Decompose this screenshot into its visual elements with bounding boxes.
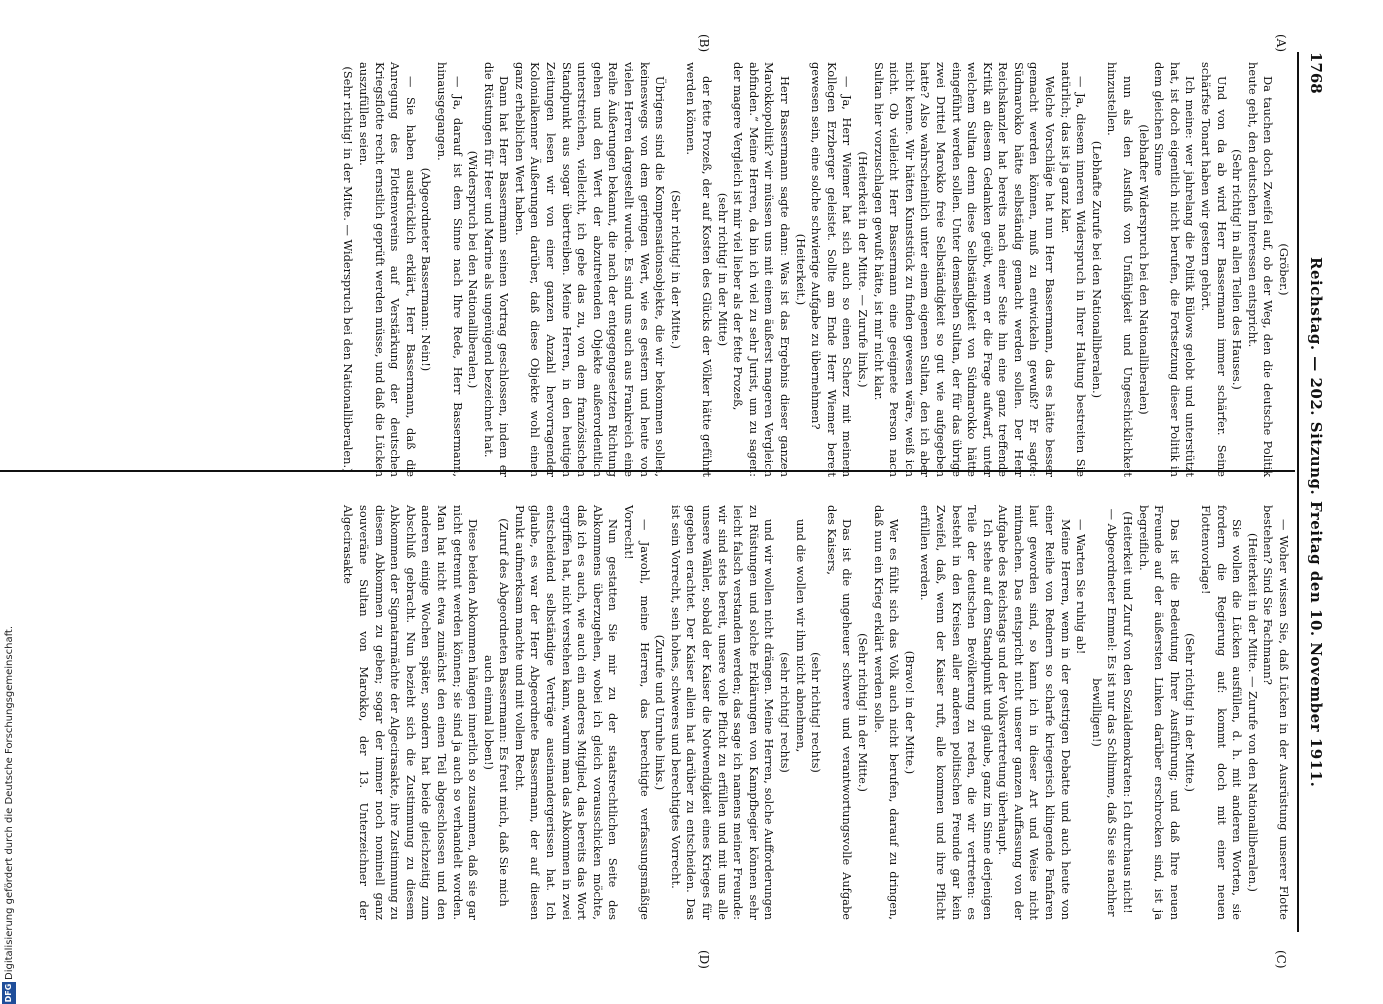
left-column-paragraph: Welche Vorschläge hat nun Herr Bassermann, das es hätte besser gemacht werden können, muß zu entwickeln gewußt? Er sagte: Südmarokko hätte selbständig gemacht werden sollen. Der Herr Reichskanzler hat bereits nach einer Seite hin eine ganz treffende Kritik an diesem Gedanken geübt, wenn er die Frage aufwarf, unter welchem Sultan denn diese Selbständigkeit von Südmarokko hätte eingeführt werden sollen. Unter demselben Sultan, der für das übrige zwei Drittel Marokko freie Selbständigkeit so gut wie aufgegeben hatte? Also wahrscheinlich unter einem eigenen Sultan, den ich aber nicht kenne. Wir hätten Kunststück zu finden gewesen wäre, weiß ich nicht. Ob vielleicht Herr Bassermann eine geeignete Person nach Sultan hier vorzuschlagen gewußt hätte, ist mir nicht klar. <box>871 62 1058 477</box>
page-header <box>1301 52 1325 952</box>
right-column-interjection: (Zuruf des Abgeordneten Bassermann: Es freut mich, daß Sie mich auch einmal loben!) <box>481 518 512 907</box>
left-column-paragraph: — Sie haben ausdrücklich erklärt, Herr Bassermann, daß die Anregung des Flottenvereins auf Verstärkung der deutschen Kriegsflotte recht ernstlich geprüft werden müsse, und daß die Lücken auszufüllen seien. <box>356 62 418 477</box>
left-column-paragraph: — Ja, darauf ist dem Sinne nach Ihre Rede, Herr Bassermann, hinausgegangen. <box>434 62 465 477</box>
right-column-paragraph: Meine Herren, wenn in der gestrigen Debatte und auch heute von einer Reihe von Rednern so scharfe kriegerisch klingende Fanfaren laut geworden sind, so kann ich in dieser Art und Weise nicht mitmachen. Das entspricht nicht unserer ganzen Auffassung von der Aufgabe des Reichstags und der Volksvertretung überhaupt. <box>996 505 1073 920</box>
page-number: 1768 <box>1307 52 1325 94</box>
left-column-interjection: (Sehr richtig! in der Mitte.) <box>668 190 683 349</box>
right-column-paragraph: Das ist die ungeheuer schwere und verantwortungsvolle Aufgabe des Kaisers, <box>824 505 855 920</box>
right-column-interjection: (sehr richtig! rechts) <box>809 652 824 773</box>
left-column-paragraph: — Ja, Herr Wiemer hat sich auch so einen Scherz mit meinem Kollegen Erzberger geleistet. Sollte am Ende Herr Wiemer bereit gewesen sein, eine solche schwierige Aufgabe zu übernehmen? <box>809 62 855 477</box>
right-column-interjection: (Sehr richtig! in der Mitte.) <box>1183 633 1198 792</box>
left-column-interjection: (Heiterkeit.) <box>793 233 808 306</box>
left-column-paragraph: — Ja, diesem inneren Widerspruch in Ihrer Haltung bestreiten Sie natürlich; das ist ja ganz klar. <box>1058 62 1089 477</box>
running-head: Reichstag. — 202. Sitzung. Freitag den 10. November 1911. <box>1307 257 1325 788</box>
left-column-interjection: (Sehr richtig! in der Mitte. — Widerspruch bei den Nationalliberalen.) <box>341 66 356 473</box>
funding-note: Digitalisierung gefördert durch die Deutsche Forschungsgemeinschaft. <box>4 625 15 980</box>
margin-marker-b: (B) <box>697 34 711 53</box>
right-column-interjection: (Heiterkeit in der Mitte. — Zurufe von den Nationalliberalen.) <box>1245 533 1260 892</box>
right-column-paragraph: und wir wollen nicht drängen. Meine Herren, solche Aufforderungen zu Rüstungen und solche Erklärungen von Kampfbegier können sehr leicht falsch verstanden werden; das sage ich namens meiner Freunde: wir sind stets bereit, unsere volle Pflicht zu erfüllen und mit uns alle unsere Wähler, sobald der Kaiser die Notwendigkeit eines Krieges für gegeben erachtet. Der Kaiser allein hat darüber zu entscheiden. Das ist sein Vorrecht, sein hohes, schweres und berechtigtes Vorrecht. <box>668 505 777 920</box>
right-column-paragraph: Diese beiden Abkommen hängen innerlich so zusammen, daß sie gar nicht getrennt werden können; sie sind ja auch so verhandelt worden. Man hat nicht etwa zunächst den einen Teil abgeschlossen und den anderen einige Wochen später, sondern hat beide gleichzeitig zum Abschluß gebracht. Nun bezieht sich die Zustimmung zu diesem Abkommen der Signatarmächte der Algecirasakte, ihre Zustimmung zu diesem Abkommen zu geben; sogar der immer noch nominell ganz souveräne Sultan von Marokko, der 13. Unterzeichner der Algecirasakte <box>341 505 481 920</box>
dfg-logo: DFG <box>2 982 16 1004</box>
right-column-interjection: (Sehr richtig! in der Mitte.) <box>855 633 870 792</box>
right-column-interjection: (Zurufe und Unruhe links.) <box>653 634 668 791</box>
left-column-interjection: (lebhafter Widerspruch bei den Nationalliberalen) <box>1136 124 1151 415</box>
header-rule <box>1297 52 1299 932</box>
left-column-paragraph: Und von da ab wird Herr Bassermann immer schärfer. Seine schärfste Tonart haben wir gestern gehört. <box>1199 62 1229 477</box>
left-column-interjection: (sehr richtig! in der Mitte) <box>715 192 730 347</box>
left-column-interjection: (Abgeordneter Bassermann: Nein!) <box>419 167 434 372</box>
margin-marker-d: (D) <box>697 950 711 969</box>
right-column-interjection: (Heiterkeit und Zuruf von den Sozialdemokraten: Ich durchaus nicht! — Abgeordneter Emmel: Es ist nur das Schlimme, daß Sie sie nachher bewilligen!) <box>1089 508 1136 917</box>
left-column-paragraph: Ich meine: wer jahrelang die Politik Bülows gelobt und unterstützt hat, ist doch eigentlich nicht berufen, die Fortsetzung dieser Politik in dem gleichen Sinne <box>1152 62 1198 477</box>
right-column-paragraph: — Woher wissen Sie, daß Lücken in der Ausrüstung unserer Flotte bestehen? Sind Sie Fachmann? <box>1261 505 1291 920</box>
left-column-paragraph: Herr Bassermann sagte dann: Was ist das Ergebnis dieser ganzen Marokkopolitik? wir müssen uns mit einem äußerst mageren Vergleich abfinden.“ Meine Herren, da bin ich viel zu sehr Jurist, um zu sagen: der magere Vergleich ist mir viel lieber als der fette Prozeß, <box>731 62 792 477</box>
left-column-paragraph: der fette Prozeß, der auf Kosten des Glücks der Völker hätte geführt werden können. <box>684 62 715 477</box>
left-column-paragraph: Dann hat Herr Bassermann seinen Vortrag geschlossen, indem er die Rüstungen für Heer und Marine als ungenügend bezeichnet hat. <box>481 62 512 477</box>
margin-marker-c: (C) <box>1274 950 1288 969</box>
right-column-paragraph: — Jawohl, meine Herren, das berechtigte verfassungsmäßige Vorrecht! <box>622 505 652 920</box>
right-column-paragraph: Ich stehe auf dem Standpunkt und glaube, ganz im Sinne derjenigen Teile der deutschen Bevölkerung zu reden, die wir vertreten: es besteht in den Kreisen aller anderen politischen Freunde gar kein Zweifel, daß, wenn der Kaiser ruft, alle kommen und ihre Pflicht erfüllen werden. <box>918 505 995 920</box>
right-column-paragraph: Sie wollen die Lücken ausfüllen, d. h. mit anderen Worten, sie fordern die Regierung auf: kommt doch mit einer neuen Flottenvorlage! <box>1199 505 1245 920</box>
footer-strip <box>0 0 20 1003</box>
right-column-paragraph: Nun gestatten Sie mir zu der staatsrechtlichen Seite des Abkommens überzugehen, wobei ich gleich vorausschicken möchte, daß ich es auch, wie auch ein anderes Mitglied, das bereits das Wort ergriffen hat, nicht verstehen kann, warum man das Abkommen in zwei entscheidend selbständige Verträge auseinandergerissen hat. Ich glaube, es war der Herr Abgeordnete Bassermann, der auf diesen Punkt aufmerksam machte und mit vollem Recht. <box>512 505 621 920</box>
right-column-paragraph: — Warten Sie ruhig ab! <box>1074 519 1089 655</box>
right-text-column <box>340 505 1291 920</box>
left-column-interjection: (Widerspruch bei den Nationalliberalen.) <box>466 150 481 389</box>
margin-marker-a: (A) <box>1274 34 1288 53</box>
left-text-column <box>340 62 1291 477</box>
left-column-interjection: (Gröber.) <box>1277 243 1291 296</box>
right-column-paragraph: Wer es fühlt sich das Volk auch nicht berufen, darauf zu dringen, daß nun ein Krieg erklärt werden solle. <box>871 505 902 920</box>
left-column-paragraph: nun als den Ausfluß von Unfähigkeit und Ungeschicklichkeit hinzustellen. <box>1105 62 1136 477</box>
right-column-interjection: (sehr richtig! rechts) <box>778 652 792 773</box>
right-column-paragraph: und die wollen wir ihm nicht abnehmen, <box>793 519 808 753</box>
right-column-paragraph: Das ist die Bedeutung Ihrer Ausführung; und daß Ihre neuen Freunde auf der äußersten Linken darüber erschrocken sind, ist ja begreiflich. <box>1136 505 1182 920</box>
left-column-interjection: (Heiterkeit in der Mitte. — Zurufe links.) <box>855 151 870 388</box>
left-column-interjection: (Lebhafte Zurufe bei den Nationalliberalen.) <box>1089 140 1104 399</box>
left-column-paragraph: Übrigens sind die Kompensationsobjekte, die wir bekommen sollen, keineswegs von dem geringen Wert, wie es gestern und heute von vielen Herren dargestellt wurde. Es sind uns auch aus Frankreich eine Reihe Äußerungen bekannt, die nach der entgegengesetzten Richtung gehen und den Wert der abzutretenden Objekte außerordentlich unterstreichen, vielleicht, ich gebe das zu, von dem französischen Standpunkt aus sogar übertreiben. Meine Herren, in den heutigen Zeitungen lesen wir von einer ganzen Anzahl hervorragender Kolonialkenner Äußerungen darüber, daß diese Objekte wohl einen ganz erheblichen Wert haben. <box>512 62 668 477</box>
right-column-interjection: (Bravo! in der Mitte.) <box>902 650 917 775</box>
left-column-paragraph: Da tauchen doch Zweifel auf, ob der Weg, den die deutsche Politik heute geht, den deutschen Interessen entspricht. <box>1245 62 1276 477</box>
left-column-interjection: (Sehr richtig! in allen Teilen des Hauses.) <box>1230 149 1245 390</box>
